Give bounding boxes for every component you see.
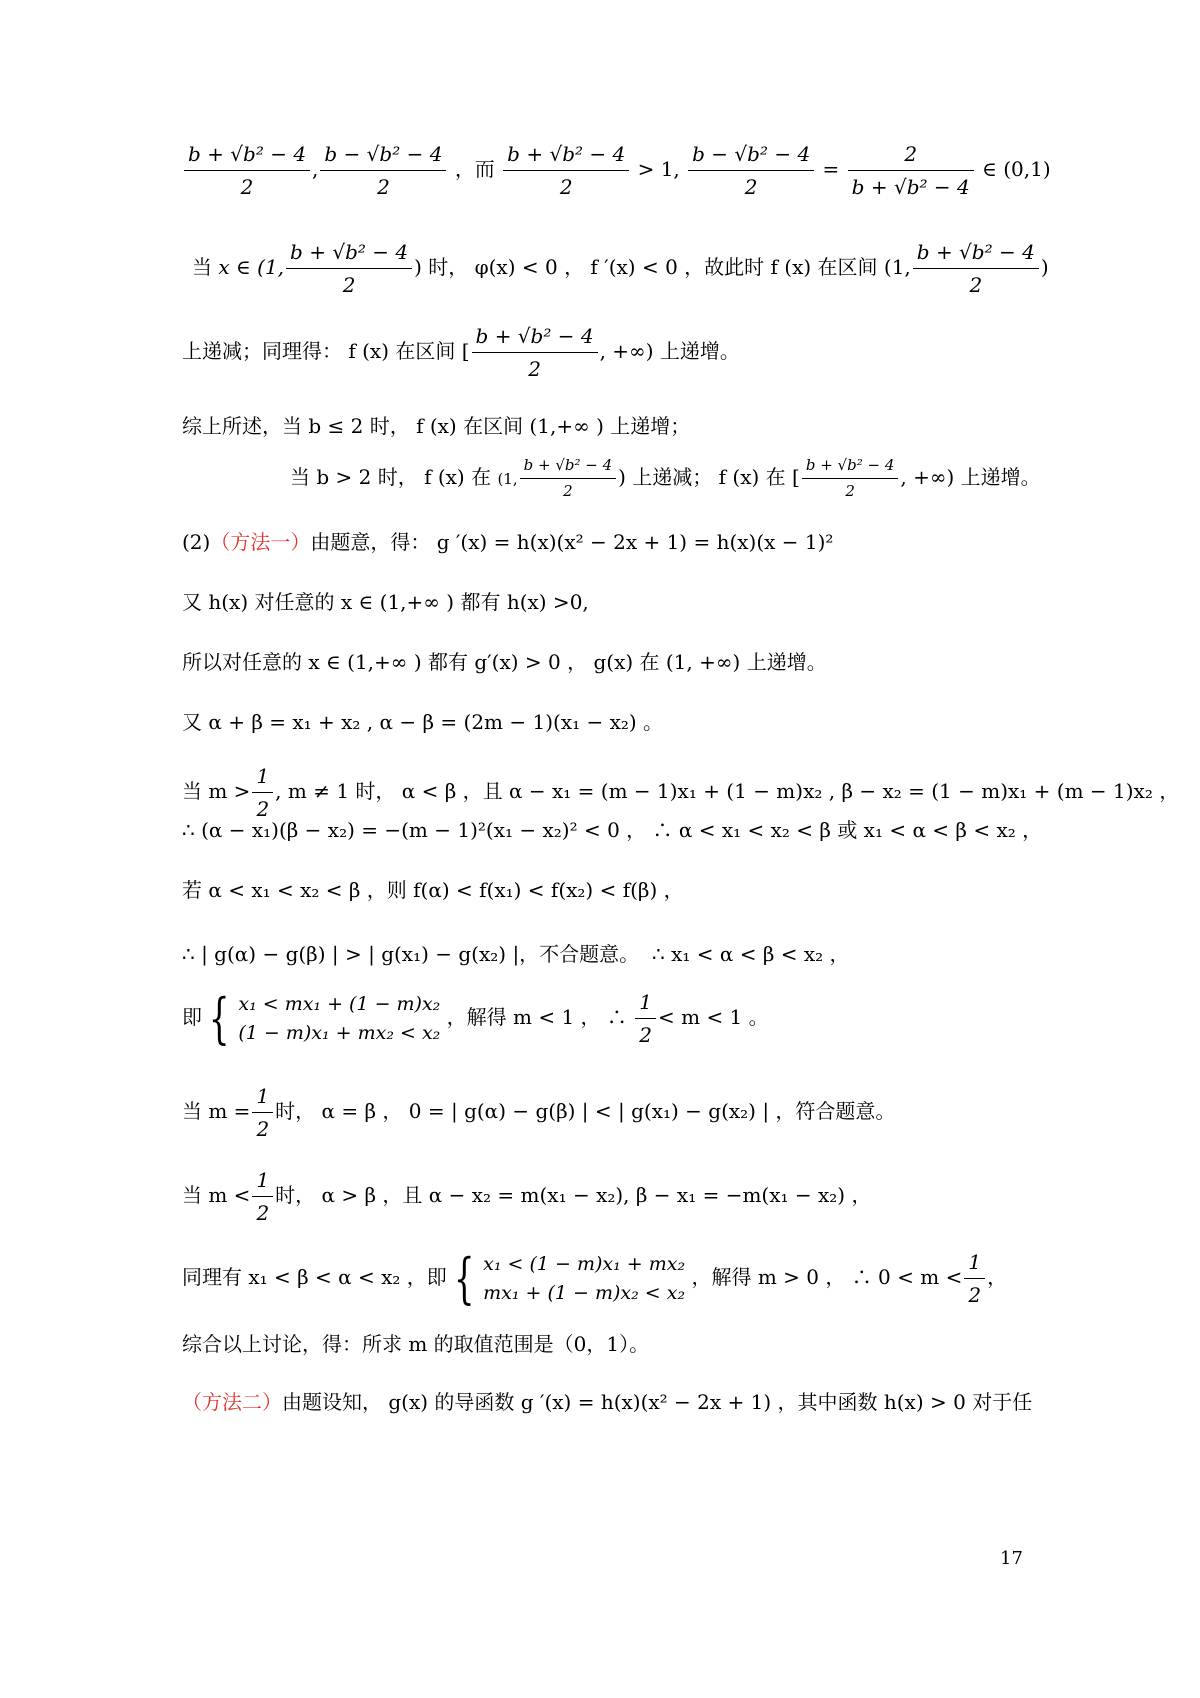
numerator: 1	[252, 1082, 273, 1113]
text: ∴ x₁ < α < β < x₂ ，	[652, 942, 850, 966]
text: f (x) 在区间 (1,	[770, 255, 911, 279]
inequality-system	[483, 1250, 685, 1307]
numerator: 1	[252, 762, 273, 793]
text: , +∞) 上递增。	[599, 339, 740, 363]
numerator: b + √b² − 4	[520, 455, 617, 479]
text: ) 时，	[414, 255, 469, 279]
numerator: 2	[848, 140, 974, 171]
text: 当	[192, 255, 212, 279]
fraction	[252, 762, 273, 823]
text: ，解得 m > 0 ， ∴ 0 < m <	[691, 1265, 963, 1289]
brace-icon: {	[453, 1246, 475, 1310]
text: ，而	[454, 157, 495, 181]
method-label: （方法一）	[210, 530, 311, 554]
inequality-system	[238, 990, 440, 1047]
system-row: (1 − m)x₁ + mx₂ < x₂	[238, 1021, 441, 1044]
fraction	[320, 140, 446, 201]
line-method-two	[182, 1388, 1040, 1416]
text: ) 上递减； f (x) 在	[618, 465, 786, 489]
line-if-case	[182, 876, 1040, 904]
text: =	[822, 157, 840, 181]
fraction	[635, 988, 656, 1049]
text: [	[792, 465, 800, 489]
text: 所以对任意的 x ∈ (1,+∞ ) 都有 g′(x) > 0 ， g(x) 在 (1, +∞) 上递增。	[182, 650, 827, 674]
line-case-m-less	[182, 1166, 1040, 1227]
fraction	[802, 455, 899, 502]
denominator: 2	[968, 1283, 982, 1307]
line-method-one	[182, 528, 1040, 556]
denominator: 2	[528, 357, 541, 381]
brace-icon: {	[208, 986, 230, 1050]
line-summary	[182, 412, 1040, 440]
numerator: 1	[635, 988, 656, 1019]
line-case-m-half	[182, 1082, 1040, 1143]
text: 当 m >	[182, 779, 251, 803]
text: 当 m <	[182, 1183, 251, 1207]
text: 当 m =	[182, 1099, 251, 1123]
denominator: b + √b² − 4	[851, 175, 970, 199]
system-row: x₁ < (1 − m)x₁ + mx₂	[483, 1253, 686, 1275]
fraction	[472, 322, 598, 383]
text: (1,	[497, 470, 518, 488]
text: 若 α < x₁ < x₂ < β ，则 f(α) < f(x₁) < f(x₂) < f(β) ，	[182, 878, 684, 902]
fraction	[286, 238, 412, 299]
numerator: 1	[964, 1248, 985, 1279]
text: 由题意，得： g ′(x) = h(x)(x² − 2x + 1) = h(x)(x − 1)²	[310, 530, 834, 554]
denominator: 2	[256, 1201, 270, 1225]
text: < m < 1 。	[658, 1005, 769, 1029]
numerator: 1	[252, 1166, 273, 1197]
text: 又 α + β = x₁ + x₂ , α − β = (2m − 1)(x₁ − x₂) 。	[182, 710, 664, 734]
text: 时， α > β ，且 α − x₂ = m(x₁ − x₂), β − x₁ = −m(x₁ − x₂) ，	[275, 1183, 872, 1207]
text: 又 h(x) 对任意的 x ∈ (1,+∞ ) 都有 h(x) >0,	[182, 590, 589, 614]
line-contradiction	[182, 940, 1040, 968]
denominator: 2	[559, 175, 573, 199]
text: ，解得 m < 1 ， ∴	[446, 1005, 627, 1029]
text: , +∞) 上递增。	[900, 465, 1041, 489]
text: x ∈ (1,	[218, 255, 285, 279]
line-conclusion	[182, 1330, 1040, 1358]
numerator: b + √b² − 4	[913, 238, 1039, 269]
denominator: 2	[639, 1023, 652, 1047]
fraction	[913, 238, 1039, 299]
line-system-2	[182, 1248, 1040, 1309]
text: 上递减；同理得：	[182, 339, 342, 363]
method-label: （方法二）	[182, 1390, 282, 1414]
numerator: b + √b² − 4	[184, 140, 310, 171]
line-product-negative	[182, 816, 1043, 844]
line-decreasing-interval	[192, 238, 1049, 299]
numerator: b − √b² − 4	[320, 140, 446, 171]
line-g-increasing	[182, 648, 1040, 676]
text: > 1,	[637, 157, 680, 181]
numerator: b + √b² − 4	[802, 455, 899, 479]
fraction	[252, 1082, 273, 1143]
fraction	[252, 1166, 273, 1227]
text: ∴ (α − x₁)(β − x₂) = −(m − 1)²(x₁ − x₂)² < 0 ， ∴ α < x₁ < x₂ < β 或 x₁ < α < β < x₂ ，	[182, 818, 1043, 842]
text: ∈ (0,1)	[982, 157, 1051, 181]
text: f (x) 在区间 [	[348, 339, 470, 363]
text: 即	[182, 1005, 202, 1029]
line-roots	[182, 140, 1051, 201]
denominator: 2	[256, 1117, 270, 1141]
fraction	[503, 140, 629, 201]
text: 综合以上讨论，得：所求 m 的取值范围是（0，1）。	[182, 1332, 650, 1356]
fraction	[688, 140, 814, 201]
text: ∴ | g(α) − g(β) | > | g(x₁) − g(x₂) |，不合题意。	[182, 942, 640, 966]
text: 时， α = β ， 0 = | g(α) − g(β) | < | g(x₁) − g(x₂) | ，符合题意。	[275, 1099, 896, 1123]
text: 同理有 x₁ < β < α < x₂ ，即	[182, 1265, 447, 1289]
text: ，	[987, 1265, 1008, 1289]
denominator: 2	[256, 797, 270, 821]
text: )	[1040, 255, 1049, 279]
denominator: 2	[342, 273, 356, 297]
line-alpha-beta	[182, 708, 1040, 736]
denominator: 2	[744, 175, 758, 199]
system-row: x₁ < mx₁ + (1 − m)x₂	[238, 993, 441, 1015]
denominator: 2	[845, 482, 855, 500]
line-case-m-greater	[182, 762, 1180, 823]
line-increasing-interval	[182, 322, 1040, 383]
denominator: 2	[563, 482, 573, 500]
line-h-positive	[182, 588, 1040, 616]
numerator: b + √b² − 4	[472, 322, 598, 353]
denominator: 2	[969, 273, 983, 297]
text: 由题设知， g(x) 的导函数 g ′(x) = h(x)(x² − 2x + 1) ，其中函数 h(x) > 0 对于任	[282, 1390, 1033, 1414]
denominator: 2	[240, 175, 254, 199]
text: 综上所述，当 b ≤ 2 时， f (x) 在区间 (1,+∞ ) 上递增；	[182, 414, 691, 438]
text: (2)	[182, 530, 211, 554]
numerator: b + √b² − 4	[503, 140, 629, 171]
text: , m ≠ 1 时， α < β ，且 α − x₁ = (m − 1)x₁ + (1 − m)x₂ , β − x₂ = (1 − m)x₁ + (m − 1)x₂ ，	[275, 779, 1180, 803]
fraction	[848, 140, 974, 201]
fraction	[964, 1248, 985, 1309]
text: ,	[312, 157, 319, 181]
denominator: 2	[377, 175, 390, 199]
numerator: b − √b² − 4	[688, 140, 814, 171]
fraction	[184, 140, 310, 201]
fraction	[520, 455, 617, 502]
system-row: mx₁ + (1 − m)x₂ < x₂	[483, 1281, 686, 1304]
text: 当 b > 2 时， f (x) 在	[290, 465, 492, 489]
line-summary-case-2	[290, 455, 1040, 502]
line-system-1	[182, 988, 1040, 1049]
text: φ(x) < 0 ， f ′(x) < 0 ，故此时	[474, 255, 765, 279]
numerator: b + √b² − 4	[286, 238, 412, 269]
page-number: 17	[1000, 1548, 1023, 1569]
